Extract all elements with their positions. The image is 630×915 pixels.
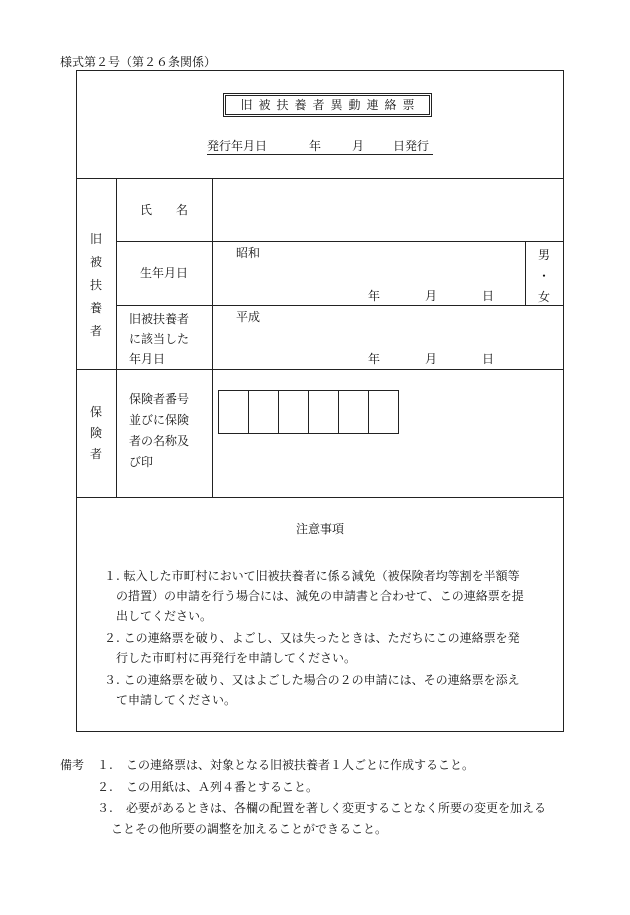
form-title: 旧被扶養者異動連絡票	[240, 98, 421, 112]
form-number: 様式第２号（第２６条関係）	[60, 55, 217, 69]
sex-selector[interactable]	[536, 245, 552, 308]
birth-year-label: 年	[368, 289, 381, 303]
notes-item-number: １.	[104, 569, 120, 583]
became-month-label: 月	[425, 352, 438, 366]
column-divider	[212, 178, 213, 498]
remarks-item-number: ２.	[97, 780, 113, 794]
remarks-item-number: １.	[97, 758, 113, 772]
remarks-label: 備考	[60, 758, 85, 772]
issue-day-label: 日発行	[393, 139, 430, 153]
notes-item: ２. この連絡票を破り、よごし、又は失ったときは、ただちにこの連絡票を発 行した市町村に再発行を申請してください。	[104, 631, 520, 665]
insurer-number-boxes	[218, 390, 399, 434]
notes-item: ３. この連絡票を破り、又はよごした場合の２の申請には、その連絡票を添え て申請してください。	[104, 673, 520, 707]
issue-year-label: 年	[309, 139, 322, 153]
notes-item: １. 転入した市町村において旧被扶養者に係る減免（被保険者均等割を半額等 の措置）の申請を行う場合には、減免の申請書と合わせて、この連絡票を提 出してください。	[104, 569, 524, 623]
row-divider	[76, 369, 564, 370]
insurer-number-digit-box[interactable]	[279, 390, 309, 434]
notes-item-number: ２.	[104, 631, 120, 645]
became-day-label: 日	[482, 352, 495, 366]
issue-date-row	[207, 138, 433, 155]
notes-heading: 注意事項	[295, 522, 344, 536]
row-divider	[116, 305, 564, 306]
sex-male[interactable]: 男	[537, 248, 550, 262]
became-year-label: 年	[368, 352, 381, 366]
insurer-section-label: 保 険 者	[89, 405, 102, 461]
row-divider	[116, 241, 564, 242]
remarks-item-text: この用紙は、Ａ列４番とすること。	[126, 780, 319, 794]
insurer-field-label: 保険者番号 並びに保険 者の名称及 び印	[129, 392, 190, 469]
row-divider	[76, 497, 564, 498]
birth-era: 昭和	[236, 246, 261, 260]
name-label: 氏 名	[140, 203, 189, 217]
remarks-item-number: ３.	[97, 801, 113, 815]
insurer-number-digit-box[interactable]	[218, 390, 249, 434]
birth-date-label: 生年月日	[140, 266, 189, 280]
remarks-item-text: ことその他所要の調整を加えることができること。	[111, 822, 388, 836]
sex-female[interactable]: 女	[537, 290, 550, 304]
remarks-item-text: 必要があるときは、各欄の配置を著しく変更することなく所要の変更を加える	[126, 801, 547, 815]
insurer-number-digit-box[interactable]	[309, 390, 339, 434]
remarks-item-text: この連絡票は、対象となる旧被扶養者１人ごとに作成すること。	[126, 758, 475, 772]
name-field[interactable]	[214, 180, 562, 240]
birth-month-label: 月	[425, 289, 438, 303]
insurer-number-digit-box[interactable]	[369, 390, 399, 434]
issue-date-label: 発行年月日	[207, 139, 268, 153]
birth-day-label: 日	[482, 289, 495, 303]
row-divider	[76, 178, 564, 179]
became-dependent-label: 旧被扶養者 に該当した 年月日	[129, 312, 190, 366]
insurer-number-digit-box[interactable]	[339, 390, 369, 434]
sex-separator: ・	[537, 269, 550, 283]
sex-column-divider	[525, 241, 526, 305]
column-divider	[116, 178, 117, 498]
former-dependent-section-label: 旧 被 扶 養 者	[89, 232, 102, 338]
title-box	[225, 95, 430, 115]
notes-item-number: ３.	[104, 673, 120, 687]
insurer-number-digit-box[interactable]	[249, 390, 279, 434]
issue-month-label: 月	[352, 139, 365, 153]
became-era: 平成	[236, 310, 261, 324]
